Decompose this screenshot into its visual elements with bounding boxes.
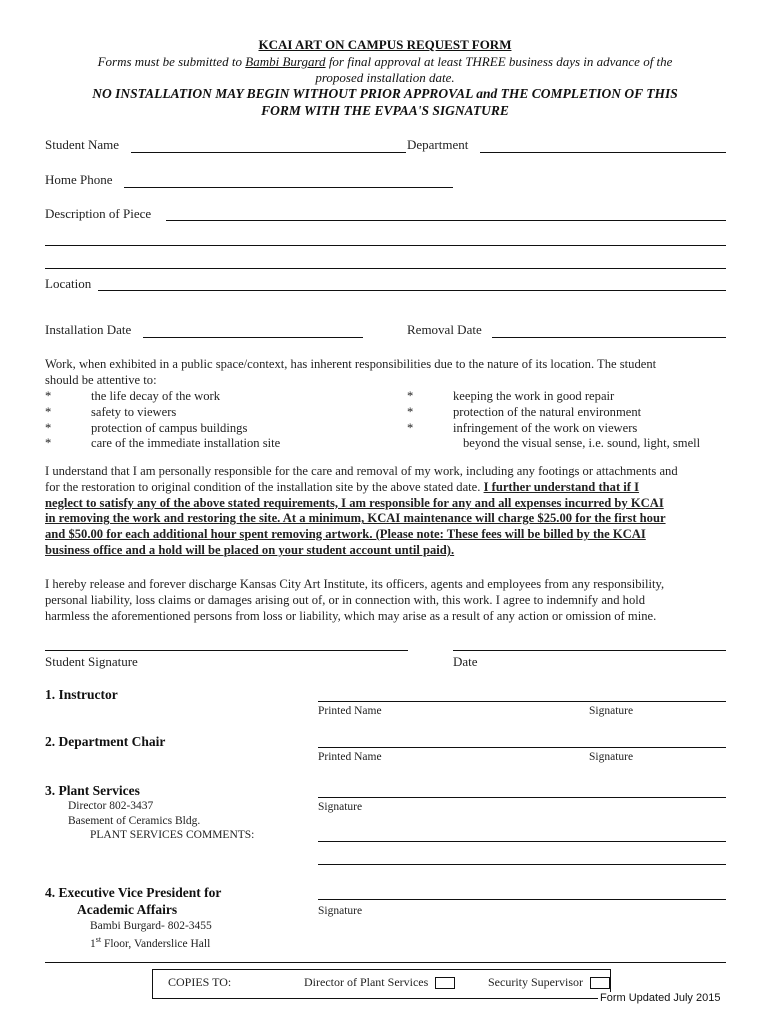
responsibility-list-left xyxy=(45,389,281,452)
signature-label: Signature xyxy=(318,905,363,917)
bullet: * xyxy=(407,420,414,435)
responsibilities-intro-line2: should be attentive to: xyxy=(45,372,157,387)
responsibilities-intro-line1: Work, when exhibited in a public space/context, has inherent responsibilities due to the nature of its location. The student xyxy=(45,357,657,371)
removal-date-field[interactable] xyxy=(492,337,726,338)
list-item-text: protection of campus buildings xyxy=(91,420,248,435)
plant-services-director: Director 802-3437 xyxy=(68,800,154,812)
agreement-emphasis-line: business office and a hold will be placed on your student account until paid). xyxy=(45,542,455,557)
plant-services-signature-field[interactable] xyxy=(318,797,726,798)
list-item xyxy=(407,404,642,421)
submission-instructions xyxy=(0,54,770,70)
form-title: KCAI ART ON CAMPUS REQUEST FORM xyxy=(258,37,512,52)
evpaa-heading: 4. Executive Vice President for xyxy=(45,885,222,900)
bullet: * xyxy=(45,389,52,403)
copy-director-label: Director of Plant Services xyxy=(304,975,429,989)
instructor-signature-field[interactable] xyxy=(318,701,726,702)
list-item-text: infringement of the work on viewers xyxy=(453,420,638,435)
location-label: Location xyxy=(45,276,92,291)
footer-divider xyxy=(45,962,726,963)
release-line: I hereby release and forever discharge Kansas City Art Institute, its officers, agents and employees from any responsibility, xyxy=(45,577,665,591)
agreement-emphasis-line: in removing the work and restoring the site. At a minimum, KCAI maintenance will charge $25.00 for the first hour xyxy=(45,511,666,526)
bullet: * xyxy=(407,404,414,419)
copy-security-option[interactable] xyxy=(488,975,610,990)
submission-text-continued: for final approval at least THREE business days in advance of the xyxy=(325,54,673,69)
plant-services-location: Basement of Ceramics Bldg. xyxy=(68,815,201,827)
approval-warning-line2: FORM WITH THE EVPAA'S SIGNATURE xyxy=(261,103,509,118)
plant-services-comments-label: PLANT SERVICES COMMENTS: xyxy=(90,829,255,841)
student-name-label: Student Name xyxy=(45,137,120,152)
location-field[interactable] xyxy=(98,290,726,291)
department-label: Department xyxy=(407,137,469,152)
approver-name: Bambi Burgard xyxy=(245,54,326,69)
security-checkbox[interactable] xyxy=(590,977,610,989)
floor-text: Floor, Vanderslice Hall xyxy=(101,937,211,950)
release-line: harmless the aforementioned persons from loss or liability, which may arise as a result of any action or omission of mine. xyxy=(45,608,657,623)
description-field-line3[interactable] xyxy=(45,268,726,269)
plant-services-comments-field[interactable] xyxy=(318,841,726,842)
approval-warning-line1: NO INSTALLATION MAY BEGIN WITHOUT PRIOR APPROVAL and THE COMPLETION OF THIS xyxy=(92,86,678,101)
release-statement xyxy=(45,577,745,624)
student-signature-field[interactable] xyxy=(45,650,408,651)
agreement-emphasis-line: and $50.00 for each additional hour spent removing artwork. (Please note: These fees will be billed by the KCAI xyxy=(45,527,646,542)
list-item xyxy=(45,389,221,405)
bullet: * xyxy=(45,404,52,419)
list-item xyxy=(45,404,177,421)
home-phone-label: Home Phone xyxy=(45,172,113,187)
list-item-text: care of the immediate installation site xyxy=(91,436,281,451)
submission-instructions-line2: proposed installation date. xyxy=(315,70,455,85)
student-signature-label: Student Signature xyxy=(45,654,138,669)
floor-suffix: st xyxy=(95,935,102,944)
printed-name-label: Printed Name xyxy=(318,705,382,717)
form-updated-note: Form Updated July 2015 xyxy=(600,992,721,1004)
date-field[interactable] xyxy=(453,650,726,651)
list-item-text: protection of the natural environment xyxy=(453,404,642,419)
responsibilities-intro xyxy=(45,357,735,389)
signature-label: Signature xyxy=(589,751,634,763)
instructor-heading: 1. Instructor xyxy=(45,687,118,702)
list-item xyxy=(407,389,615,405)
list-item-text: keeping the work in good repair xyxy=(453,389,615,403)
bullet: * xyxy=(45,436,52,451)
list-item-text: the life decay of the work xyxy=(91,389,221,403)
agreement-line xyxy=(45,480,745,496)
list-item-text: beyond the visual sense, i.e. sound, light, smell xyxy=(463,436,701,451)
installation-date-field[interactable] xyxy=(143,337,363,338)
bullet: * xyxy=(45,420,52,435)
evpaa-heading-line2: Academic Affairs xyxy=(77,902,178,917)
description-field[interactable] xyxy=(166,220,726,221)
date-label: Date xyxy=(453,654,478,669)
agreement-text: for the restoration to original condition of the installation site by the above stated date. xyxy=(45,479,484,494)
student-name-field[interactable] xyxy=(131,152,406,153)
bullet: * xyxy=(407,389,414,403)
installation-date-label: Installation Date xyxy=(45,322,132,337)
agreement-line: I understand that I am personally responsible for the care and removal of my work, including any footings or attachments and xyxy=(45,464,678,478)
list-item-text: safety to viewers xyxy=(91,404,177,419)
evpaa-signature-field[interactable] xyxy=(318,899,726,900)
copy-director-option[interactable] xyxy=(304,975,455,990)
department-chair-signature-field[interactable] xyxy=(318,747,726,748)
list-item xyxy=(407,420,638,437)
department-field[interactable] xyxy=(480,152,726,153)
list-item xyxy=(45,436,281,452)
agreement-emphasis-line: neglect to satisfy any of the above stated requirements, I am responsible for any and all expenses incurred by KCAI xyxy=(45,495,664,510)
director-checkbox[interactable] xyxy=(435,977,455,989)
department-chair-heading: 2. Department Chair xyxy=(45,734,166,749)
liability-agreement xyxy=(45,464,745,559)
signature-label: Signature xyxy=(589,705,634,717)
agreement-emphasis: I further understand that if I xyxy=(483,479,640,494)
submission-text: Forms must be submitted to xyxy=(97,54,246,69)
signature-label: Signature xyxy=(318,801,363,813)
description-field-line2[interactable] xyxy=(45,245,726,246)
copies-to-label: COPIES TO: xyxy=(168,975,232,989)
plant-services-heading: 3. Plant Services xyxy=(45,783,140,798)
responsibility-list-right xyxy=(407,389,701,452)
description-label: Description of Piece xyxy=(45,206,152,221)
copy-security-label: Security Supervisor xyxy=(488,975,583,989)
list-item xyxy=(45,420,248,437)
printed-name-label: Printed Name xyxy=(318,751,382,763)
floor-number: 1 xyxy=(90,937,96,950)
removal-date-label: Removal Date xyxy=(407,322,482,337)
home-phone-field[interactable] xyxy=(124,187,453,188)
list-item xyxy=(407,436,701,452)
evpaa-contact: Bambi Burgard- 802-3455 xyxy=(90,920,212,932)
plant-services-comments-field-line2[interactable] xyxy=(318,864,726,865)
release-line: personal liability, loss claims or damages arising out of, or in connection with, this work. I agree to indemnify and hold xyxy=(45,592,646,607)
evpaa-location xyxy=(90,935,210,950)
